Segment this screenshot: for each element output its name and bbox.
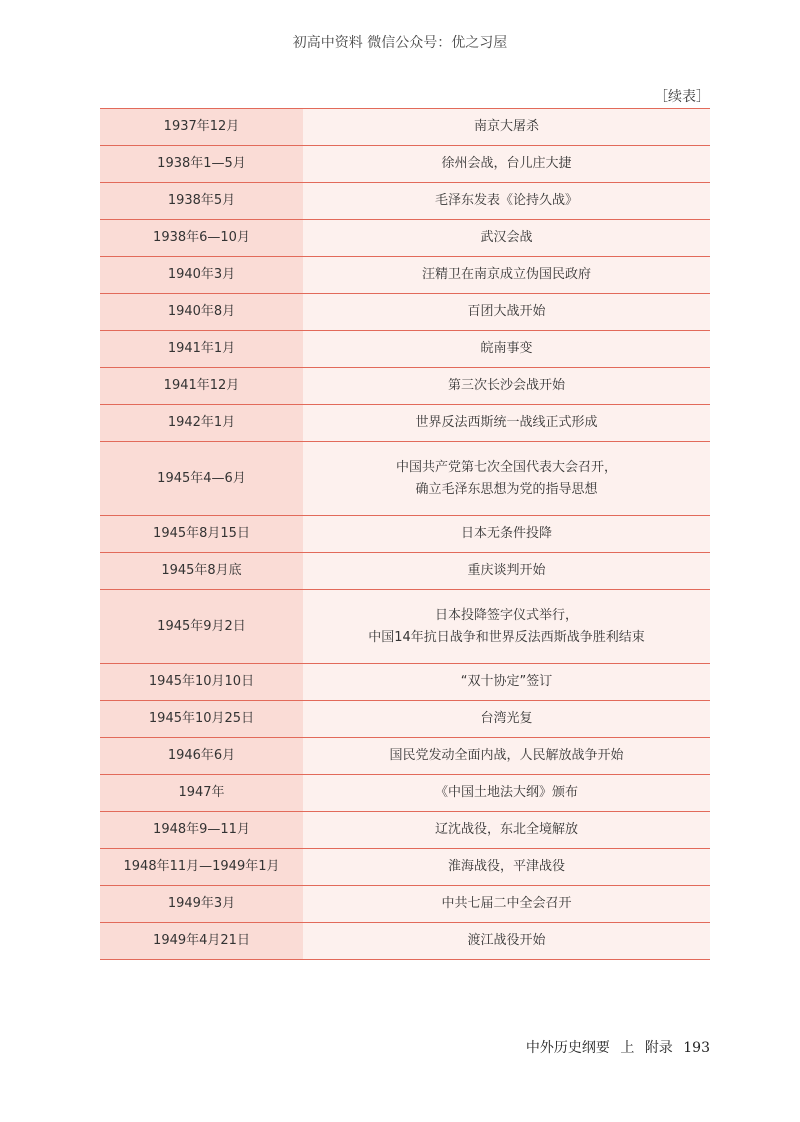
event-text-line: 日本投降签字仪式举行， [434,607,578,623]
event-text-line: 国民党发动全面内战，人民解放战争开始 [389,748,624,763]
event-text-line: 《中国土地法大纲》颁布 [434,785,578,800]
event-text-line: 确立毛泽东思想为党的指导思想 [415,481,598,497]
date-cell: 1946年6月 [100,738,303,775]
event-text-line: 汪精卫在南京成立伪国民政府 [421,267,591,282]
event-cell [303,849,710,886]
event-text-line: 日本无条件投降 [460,526,552,541]
date-cell: 1945年8月底 [100,553,303,590]
table-row [100,553,710,590]
date-cell: 1945年8月15日 [100,516,303,553]
date-cell: 1938年1—5月 [100,146,303,183]
event-cell [303,886,710,923]
table-row [100,590,710,664]
table-row [100,146,710,183]
event-cell [303,516,710,553]
timeline-table [100,108,710,960]
event-text-line: 武汉会战 [480,230,533,245]
event-cell [303,738,710,775]
event-text-line: “双十协定”签订 [460,674,553,689]
table-row [100,442,710,516]
event-text-line: 皖南事变 [480,341,533,356]
date-cell: 1945年10月25日 [100,701,303,738]
event-text-line: 重庆谈判开始 [467,563,546,578]
date-cell: 1945年9月2日 [100,590,303,664]
table-row [100,664,710,701]
event-cell [303,368,710,405]
event-cell [303,109,710,146]
event-text-line: 淮海战役，平津战役 [447,859,565,874]
table-row [100,701,710,738]
event-cell [303,664,710,701]
date-cell: 1945年4—6月 [100,442,303,516]
event-cell [303,183,710,220]
footer-book-title: 中外历史纲要 [525,1040,610,1056]
event-cell [303,775,710,812]
table-row [100,109,710,146]
table-row [100,775,710,812]
date-cell: 1947年 [100,775,303,812]
footer-volume: 上 [620,1040,635,1056]
table-row [100,405,710,442]
event-text-line: 辽沈战役，东北全境解放 [434,822,578,837]
event-cell [303,294,710,331]
date-cell: 1945年10月10日 [100,664,303,701]
table-row [100,849,710,886]
header-note: 初高中资料 微信公众号：优之习屋 [292,35,508,51]
date-cell: 1948年11月—1949年1月 [100,849,303,886]
table-row [100,183,710,220]
table-row [100,257,710,294]
event-text-line: 台湾光复 [480,711,533,726]
date-cell: 1937年12月 [100,109,303,146]
event-text-line: 中国14年抗日战争和世界反法西斯战争胜利结束 [368,629,645,645]
footer-section: 附录 [644,1040,673,1056]
event-cell [303,405,710,442]
event-text-line: 毛泽东发表《论持久战》 [434,193,578,208]
date-cell: 1940年8月 [100,294,303,331]
event-text-line: 百团大战开始 [467,304,546,319]
date-cell: 1941年1月 [100,331,303,368]
continued-table-label: ［续表］ [654,89,710,105]
table-row [100,516,710,553]
footer-page-number: 193 [683,1040,710,1056]
event-cell [303,701,710,738]
event-cell [303,331,710,368]
event-cell [303,220,710,257]
event-text-line: 第三次长沙会战开始 [447,378,565,393]
date-cell: 1941年12月 [100,368,303,405]
event-cell [303,257,710,294]
page-footer [300,1037,710,1057]
event-cell [303,146,710,183]
table-row [100,220,710,257]
timeline-body [100,109,710,960]
table-row [100,886,710,923]
event-cell [303,553,710,590]
event-text-line: 世界反法西斯统一战线正式形成 [415,415,598,430]
date-cell: 1949年3月 [100,886,303,923]
table-row [100,923,710,960]
event-cell [303,590,710,664]
event-text-line: 中国共产党第七次全国代表大会召开， [395,459,617,475]
table-row [100,738,710,775]
date-cell: 1949年4月21日 [100,923,303,960]
date-cell: 1938年6—10月 [100,220,303,257]
date-cell: 1940年3月 [100,257,303,294]
date-cell: 1948年9—11月 [100,812,303,849]
table-row [100,812,710,849]
event-text-line: 南京大屠杀 [473,119,539,134]
date-cell: 1942年1月 [100,405,303,442]
table-row [100,331,710,368]
event-cell [303,923,710,960]
event-text-line: 中共七届二中全会召开 [441,896,572,911]
table-row [100,368,710,405]
date-cell: 1938年5月 [100,183,303,220]
event-text-line: 徐州会战，台儿庄大捷 [441,156,572,171]
event-cell [303,442,710,516]
event-text-line: 渡江战役开始 [467,933,546,948]
event-cell [303,812,710,849]
table-row [100,294,710,331]
